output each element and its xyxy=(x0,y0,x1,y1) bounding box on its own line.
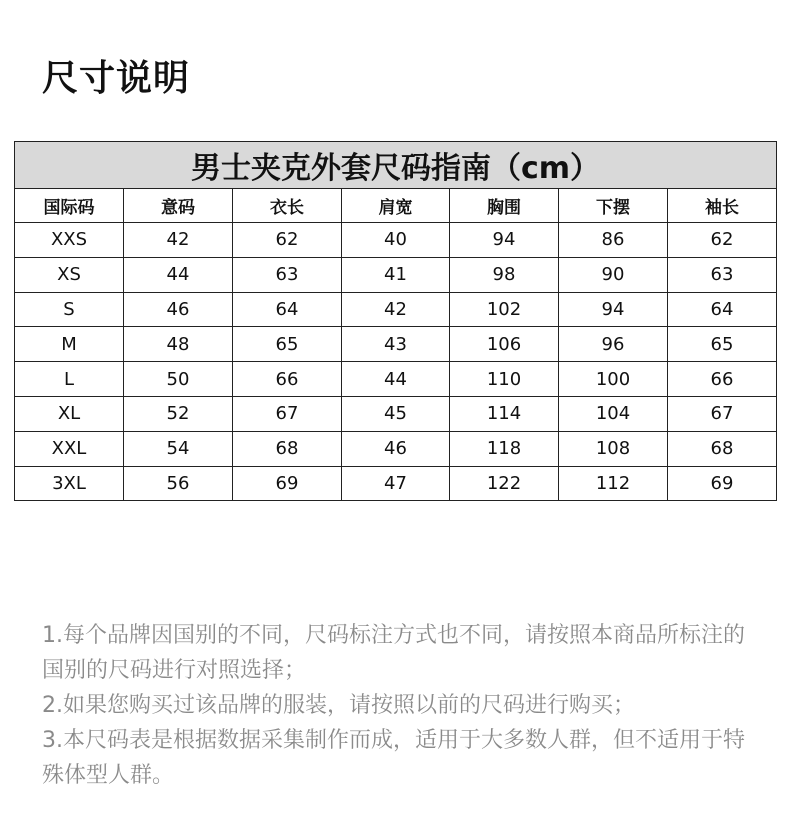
table-cell: 90 xyxy=(559,257,668,292)
table-cell: 40 xyxy=(342,223,450,258)
table-cell: 104 xyxy=(559,396,668,431)
table-cell: 102 xyxy=(450,292,559,327)
table-row xyxy=(15,431,777,466)
table-cell: 108 xyxy=(559,431,668,466)
table-cell: 42 xyxy=(342,292,450,327)
table-cell: 62 xyxy=(233,223,342,258)
table-caption: 男士夹克外套尺码指南（cm） xyxy=(15,142,777,189)
table-header-row xyxy=(15,189,777,223)
table-cell: 56 xyxy=(124,466,233,501)
table-cell: 66 xyxy=(668,362,777,397)
table-cell: 96 xyxy=(559,327,668,362)
table-row xyxy=(15,362,777,397)
table-cell: 67 xyxy=(233,396,342,431)
table-body xyxy=(15,223,777,501)
note-item: 3.本尺码表是根据数据采集制作而成，适用于大多数人群，但不适用于特殊体型人群。 xyxy=(42,728,745,788)
table-cell: 94 xyxy=(559,292,668,327)
table-cell: 46 xyxy=(124,292,233,327)
table-cell: 65 xyxy=(668,327,777,362)
column-header-shoulder: 肩宽 xyxy=(342,189,450,223)
size-chart-table xyxy=(14,141,777,501)
table-cell: XL xyxy=(15,396,124,431)
table-cell: 48 xyxy=(124,327,233,362)
table-cell: 112 xyxy=(559,466,668,501)
table-cell: 3XL xyxy=(15,466,124,501)
page-title: 尺寸说明 xyxy=(42,58,191,99)
table-cell: 100 xyxy=(559,362,668,397)
column-header-sleeve: 袖长 xyxy=(668,189,777,223)
column-header-chest: 胸围 xyxy=(450,189,559,223)
table-cell: 50 xyxy=(124,362,233,397)
column-header-international-size: 国际码 xyxy=(15,189,124,223)
table-cell: 64 xyxy=(668,292,777,327)
table-row xyxy=(15,223,777,258)
table-row xyxy=(15,327,777,362)
table-cell: 46 xyxy=(342,431,450,466)
note-item: 2.如果您购买过该品牌的服装，请按照以前的尺码进行购买； xyxy=(42,693,635,718)
table-cell: 110 xyxy=(450,362,559,397)
table-cell: 47 xyxy=(342,466,450,501)
table-cell: 86 xyxy=(559,223,668,258)
table-cell: 52 xyxy=(124,396,233,431)
table-cell: 66 xyxy=(233,362,342,397)
table-row xyxy=(15,396,777,431)
table-cell: 98 xyxy=(450,257,559,292)
table-cell: 63 xyxy=(668,257,777,292)
table-cell: 44 xyxy=(124,257,233,292)
table-cell: 67 xyxy=(668,396,777,431)
table-cell: 45 xyxy=(342,396,450,431)
table-cell: 114 xyxy=(450,396,559,431)
table-cell: S xyxy=(15,292,124,327)
table-cell: 63 xyxy=(233,257,342,292)
table-cell: 122 xyxy=(450,466,559,501)
table-cell: 42 xyxy=(124,223,233,258)
table-row xyxy=(15,466,777,501)
column-header-italian-size: 意码 xyxy=(124,189,233,223)
table-cell: L xyxy=(15,362,124,397)
table-cell: 94 xyxy=(450,223,559,258)
column-header-hem: 下摆 xyxy=(559,189,668,223)
table-cell: 69 xyxy=(668,466,777,501)
table-caption-row xyxy=(15,142,777,189)
table-cell: 44 xyxy=(342,362,450,397)
table-cell: 106 xyxy=(450,327,559,362)
table-cell: XXS xyxy=(15,223,124,258)
table-cell: 62 xyxy=(668,223,777,258)
table-cell: 64 xyxy=(233,292,342,327)
table-row xyxy=(15,257,777,292)
table-cell: 68 xyxy=(668,431,777,466)
table-row xyxy=(15,292,777,327)
table-cell: 41 xyxy=(342,257,450,292)
note-item: 1.每个品牌因国别的不同，尺码标注方式也不同，请按照本商品所标注的国别的尺码进行对照选择； xyxy=(42,623,745,683)
table-cell: 65 xyxy=(233,327,342,362)
table-cell: XS xyxy=(15,257,124,292)
notes-section xyxy=(42,618,754,793)
table-cell: 118 xyxy=(450,431,559,466)
table-cell: 54 xyxy=(124,431,233,466)
table-cell: 68 xyxy=(233,431,342,466)
column-header-length: 衣长 xyxy=(233,189,342,223)
table-cell: XXL xyxy=(15,431,124,466)
table-cell: M xyxy=(15,327,124,362)
table-cell: 43 xyxy=(342,327,450,362)
table-cell: 69 xyxy=(233,466,342,501)
